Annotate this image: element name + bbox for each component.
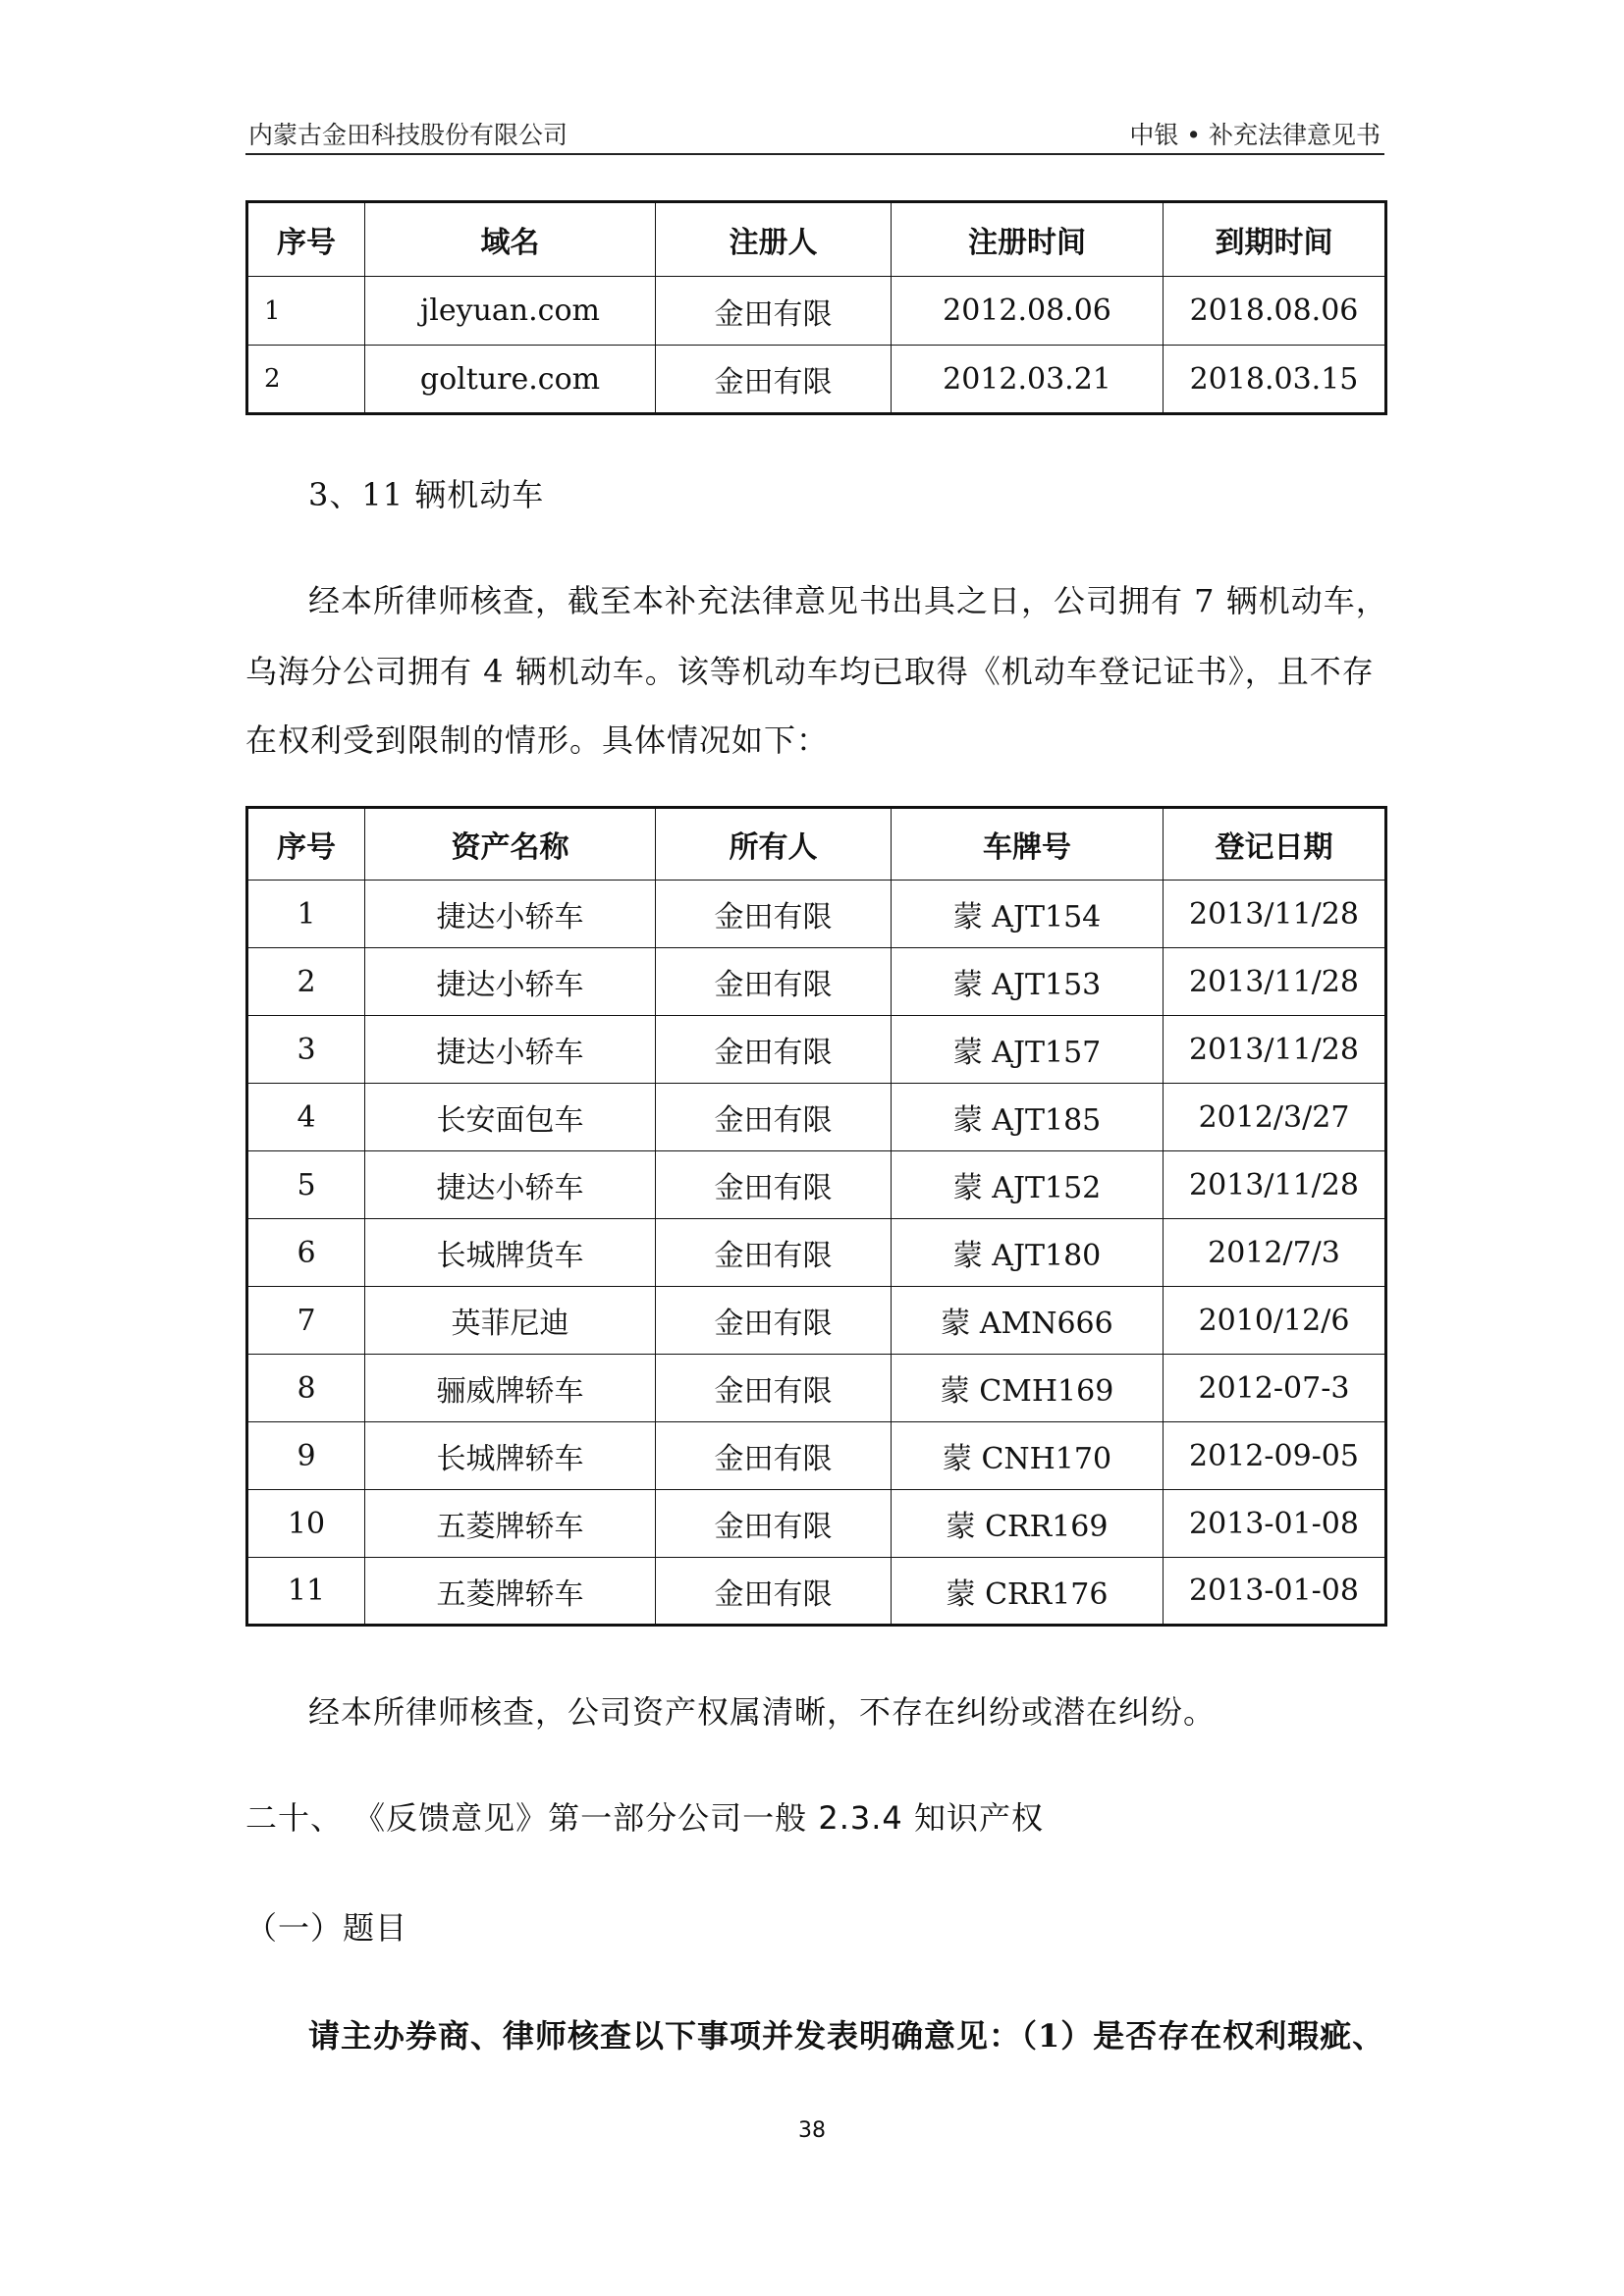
table-row	[247, 1422, 1386, 1490]
table-cell: 捷达小轿车	[365, 881, 656, 948]
table-cell: 2012.03.21	[892, 346, 1164, 414]
table-cell: 金田有限	[656, 346, 892, 414]
table-cell: 4	[247, 1084, 365, 1151]
table-row	[247, 277, 1386, 346]
question-paragraph: 请主办券商、律师核查以下事项并发表明确意见：（1）是否存在权利瑕疵、	[308, 2017, 1385, 2055]
table-cell: 7	[247, 1287, 365, 1355]
table-cell: 骊威牌轿车	[365, 1355, 656, 1422]
vehicle-col-plate: 车牌号	[892, 808, 1164, 881]
table-row	[247, 1355, 1386, 1422]
table-row	[247, 1151, 1386, 1219]
table-cell: 11	[247, 1558, 365, 1626]
table-row	[247, 1016, 1386, 1084]
table-row	[247, 1287, 1386, 1355]
table-cell: 2012.08.06	[892, 277, 1164, 346]
table-cell: 金田有限	[656, 948, 892, 1016]
table-cell: 蒙 AJT180	[892, 1219, 1164, 1287]
table-row	[247, 948, 1386, 1016]
vehicle-table	[245, 806, 1387, 1627]
table-cell: 2013/11/28	[1164, 948, 1386, 1016]
table-cell: 金田有限	[656, 277, 892, 346]
table-cell: 金田有限	[656, 1016, 892, 1084]
table-row	[247, 346, 1386, 414]
table-cell: 金田有限	[656, 1422, 892, 1490]
table-cell: 蒙 CRR169	[892, 1490, 1164, 1558]
table-cell: 长城牌轿车	[365, 1422, 656, 1490]
table-cell: 1	[247, 881, 365, 948]
domain-col-index: 序号	[247, 202, 365, 277]
table-cell: 金田有限	[656, 1084, 892, 1151]
domain-col-registered: 注册时间	[892, 202, 1164, 277]
section-vehicles-para-line-3: 在权利受到限制的情形。具体情况如下：	[245, 721, 830, 759]
table-cell: 2012/3/27	[1164, 1084, 1386, 1151]
table-cell: 捷达小轿车	[365, 1016, 656, 1084]
table-cell: 5	[247, 1151, 365, 1219]
section-vehicles-title: 3、11 辆机动车	[308, 476, 545, 513]
table-cell: 2013/11/28	[1164, 881, 1386, 948]
table-cell: 2013/11/28	[1164, 1151, 1386, 1219]
table-cell: jleyuan.com	[365, 277, 656, 346]
vehicle-col-asset: 资产名称	[365, 808, 656, 881]
table-cell: 蒙 AJT154	[892, 881, 1164, 948]
table-cell: 9	[247, 1422, 365, 1490]
table-cell: 10	[247, 1490, 365, 1558]
table-cell: 蒙 AJT153	[892, 948, 1164, 1016]
table-cell: 蒙 AJT152	[892, 1151, 1164, 1219]
table-cell: 2012-07-3	[1164, 1355, 1386, 1422]
domain-col-domain: 域名	[365, 202, 656, 277]
table-cell: 五菱牌轿车	[365, 1558, 656, 1626]
section-twenty-title: 二十、 《反馈意见》第一部分公司一般 2.3.4 知识产权	[245, 1799, 1044, 1837]
table-cell: 6	[247, 1219, 365, 1287]
vehicle-col-owner: 所有人	[656, 808, 892, 881]
table-cell: 英菲尼迪	[365, 1287, 656, 1355]
vehicle-table-header-row	[247, 808, 1386, 881]
header-company: 内蒙古金田科技股份有限公司	[248, 121, 568, 149]
table-cell: 金田有限	[656, 1355, 892, 1422]
vehicle-col-index: 序号	[247, 808, 365, 881]
table-cell: 8	[247, 1355, 365, 1422]
table-cell: 2013-01-08	[1164, 1558, 1386, 1626]
section-vehicles-para-line-1: 经本所律师核查，截至本补充法律意见书出具之日，公司拥有 7 辆机动车，	[308, 582, 1388, 619]
conclusion-paragraph: 经本所律师核查，公司资产权属清晰，不存在纠纷或潜在纠纷。	[308, 1693, 1217, 1731]
table-cell: 2	[247, 948, 365, 1016]
table-cell: 3	[247, 1016, 365, 1084]
domain-table-header-row	[247, 202, 1386, 277]
table-cell: 蒙 AMN666	[892, 1287, 1164, 1355]
header-doc-title: 中银 • 补充法律意见书	[1129, 121, 1380, 149]
table-cell: 2018.08.06	[1164, 277, 1386, 346]
vehicle-col-date: 登记日期	[1164, 808, 1386, 881]
table-cell: 1	[247, 277, 365, 346]
section-twenty-subtitle: （一）题目	[245, 1909, 408, 1947]
table-cell: 蒙 CMH169	[892, 1355, 1164, 1422]
table-cell: 金田有限	[656, 1558, 892, 1626]
table-cell: 蒙 CNH170	[892, 1422, 1164, 1490]
table-cell: 2012/7/3	[1164, 1219, 1386, 1287]
table-cell: 金田有限	[656, 881, 892, 948]
table-cell: 蒙 CRR176	[892, 1558, 1164, 1626]
table-cell: 2010/12/6	[1164, 1287, 1386, 1355]
domain-table	[245, 200, 1387, 415]
domain-col-registrant: 注册人	[656, 202, 892, 277]
table-cell: 2013/11/28	[1164, 1016, 1386, 1084]
table-cell: 2012-09-05	[1164, 1422, 1386, 1490]
table-row	[247, 1219, 1386, 1287]
table-cell: golture.com	[365, 346, 656, 414]
table-cell: 长城牌货车	[365, 1219, 656, 1287]
table-cell: 蒙 AJT185	[892, 1084, 1164, 1151]
table-cell: 五菱牌轿车	[365, 1490, 656, 1558]
table-cell: 长安面包车	[365, 1084, 656, 1151]
table-cell: 金田有限	[656, 1287, 892, 1355]
table-cell: 捷达小轿车	[365, 948, 656, 1016]
table-row	[247, 1490, 1386, 1558]
page-header	[245, 116, 1384, 155]
section-vehicles-para-line-2: 乌海分公司拥有 4 辆机动车。该等机动车均已取得《机动车登记证书》，且不存	[245, 653, 1375, 690]
table-cell: 2013-01-08	[1164, 1490, 1386, 1558]
table-cell: 金田有限	[656, 1490, 892, 1558]
table-cell: 金田有限	[656, 1219, 892, 1287]
domain-col-expiry: 到期时间	[1164, 202, 1386, 277]
table-cell: 2018.03.15	[1164, 346, 1386, 414]
table-row	[247, 1558, 1386, 1626]
table-row	[247, 881, 1386, 948]
table-cell: 捷达小轿车	[365, 1151, 656, 1219]
table-row	[247, 1084, 1386, 1151]
table-cell: 蒙 AJT157	[892, 1016, 1164, 1084]
page-number: 38	[798, 2118, 826, 2143]
table-cell: 2	[247, 346, 365, 414]
table-cell: 金田有限	[656, 1151, 892, 1219]
